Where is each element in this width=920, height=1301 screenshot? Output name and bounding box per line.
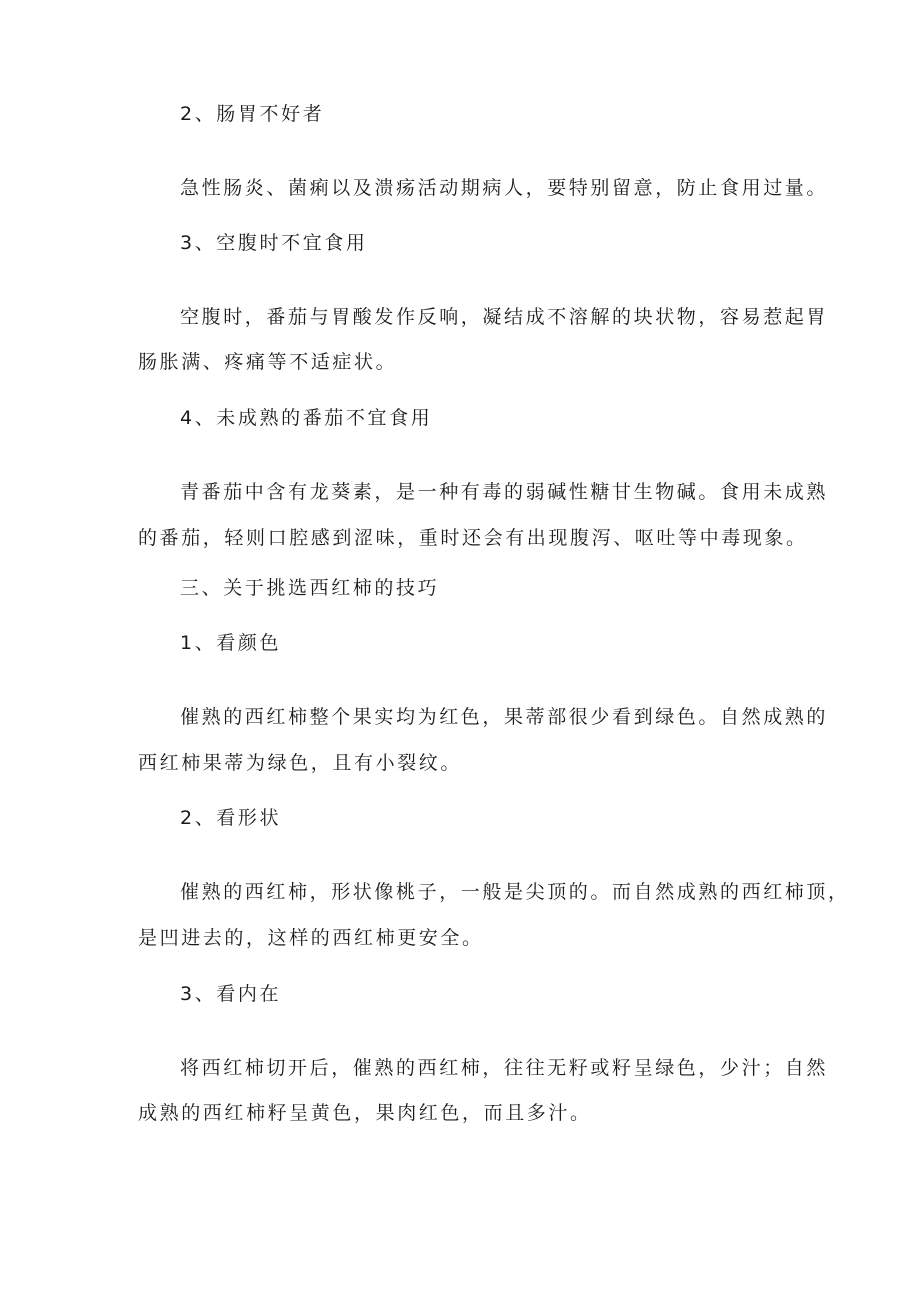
paragraph-line: 将西红柿切开后，催熟的西红柿，往往无籽或籽呈绿色，少汁；自然: [180, 1057, 829, 1079]
paragraph-line: 肠胀满、疼痛等不适症状。: [138, 351, 398, 373]
section-title: 三、关于挑选西红柿的技巧: [180, 577, 440, 599]
paragraph-line: 催熟的西红柿，形状像桃子，一般是尖顶的。而自然成熟的西红柿顶，: [180, 881, 850, 903]
section-heading: 2、看形状: [180, 807, 282, 829]
section-heading: 1、看颜色: [180, 632, 282, 654]
paragraph-line: 西红柿果蒂为绿色，且有小裂纹。: [138, 752, 463, 774]
paragraph-line: 急性肠炎、菌痢以及溃疡活动期病人，要特别留意，防止食用过量。: [180, 177, 829, 199]
paragraph-line: 空腹时，番茄与胃酸发作反响，凝结成不溶解的块状物，容易惹起胃: [180, 306, 829, 328]
section-heading: 4、未成熟的番茄不宜食用: [180, 407, 433, 429]
section-heading: 3、看内在: [180, 983, 282, 1005]
section-heading: 2、肠胃不好者: [180, 103, 325, 125]
paragraph-line: 催熟的西红柿整个果实均为红色，果蒂部很少看到绿色。自然成熟的: [180, 706, 829, 728]
section-heading: 3、空腹时不宜食用: [180, 232, 368, 254]
paragraph-line: 是凹进去的，这样的西红柿更安全。: [138, 927, 484, 949]
paragraph-line: 成熟的西红柿籽呈黄色，果肉红色，而且多汁。: [138, 1102, 592, 1124]
paragraph-line: 的番茄，轻则口腔感到涩味，重时还会有出现腹泻、呕吐等中毒现象。: [138, 527, 808, 549]
paragraph-line: 青番茄中含有龙葵素，是一种有毒的弱碱性糖甘生物碱。食用未成熟: [180, 481, 829, 503]
